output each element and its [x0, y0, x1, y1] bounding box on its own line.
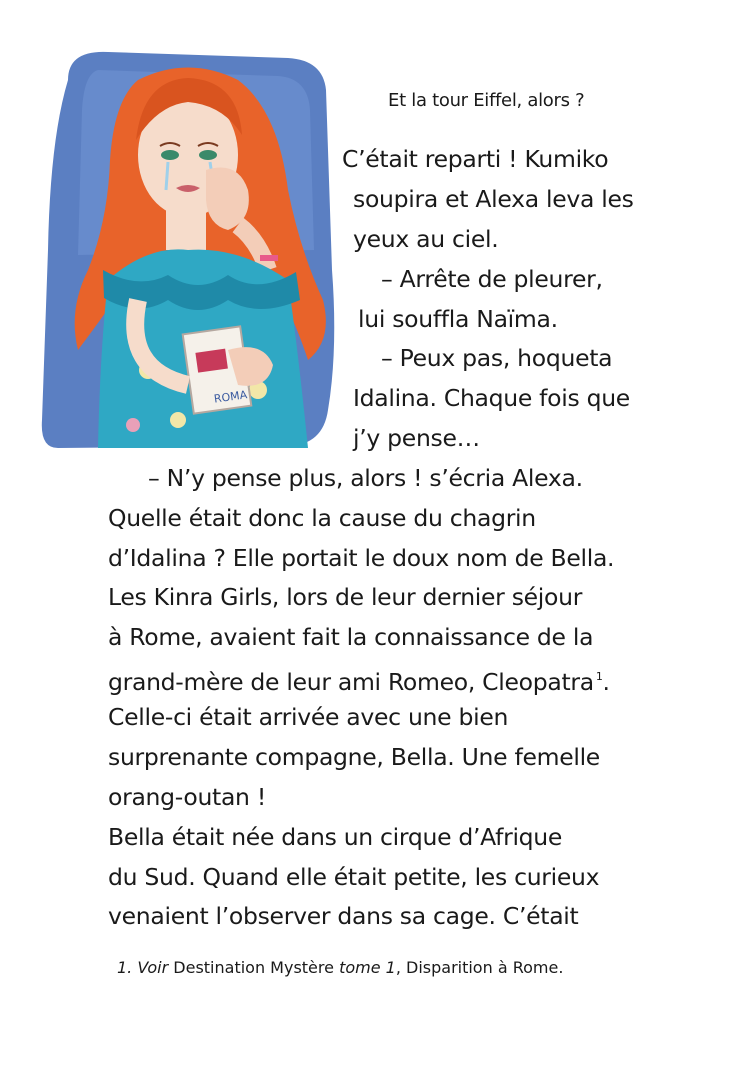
footnote-voir: Voir — [137, 958, 169, 977]
text-line-10: – N’y pense plus, alors ! s’écria Alexa. — [148, 464, 583, 492]
footnote-rest: , Disparition à Rome. — [395, 958, 564, 977]
text-line-13: Les Kinra Girls, lors de leur dernier séjour — [108, 583, 583, 611]
text-line-5: – Arrête de pleurer, — [381, 265, 603, 293]
text-line-15 — [108, 662, 610, 697]
footnote — [117, 958, 563, 977]
footnote-number: 1. — [117, 958, 133, 977]
text-line-17: surprenante compagne, Bella. Une femelle — [108, 743, 600, 771]
text-line-4: yeux au ciel. — [353, 225, 499, 253]
text-line-12: d’Idalina ? Elle portait le doux nom de Bella. — [108, 544, 615, 572]
footnote-tome: tome 1 — [339, 958, 396, 977]
text-line-7: – Peux pas, hoqueta — [381, 344, 613, 372]
text-line-2: C’était reparti ! Kumiko — [342, 145, 609, 173]
text-line-15-period: . — [602, 668, 610, 696]
text-line-11: Quelle était donc la cause du chagrin — [108, 504, 536, 532]
text-line-1: Et la tour Eiffel, alors ? — [388, 90, 585, 111]
text-line-19: Bella était née dans un cirque d’Afrique — [108, 823, 563, 851]
text-line-14: à Rome, avaient fait la connaissance de la — [108, 623, 594, 651]
text-line-18: orang-outan ! — [108, 783, 266, 811]
text-line-8: Idalina. Chaque fois que — [353, 384, 630, 412]
footnote-ref: 1 — [595, 670, 603, 683]
text-line-21: venaient l’observer dans sa cage. C’était — [108, 902, 579, 930]
footnote-series: Destination Mystère — [168, 958, 340, 977]
text-line-9: j’y pense… — [353, 424, 480, 452]
text-line-16: Celle-ci était arrivée avec une bien — [108, 703, 509, 731]
svg-text:ROMA: ROMA — [213, 388, 248, 406]
text-line-20: du Sud. Quand elle était petite, les curieux — [108, 863, 600, 891]
text-line-6: lui souffla Naïma. — [358, 305, 558, 333]
text-line-3: soupira et Alexa leva les — [353, 185, 634, 213]
text-line-15-body: grand-mère de leur ami Romeo, Cleopatra — [108, 668, 594, 696]
crying-girl-illustration — [38, 50, 340, 448]
